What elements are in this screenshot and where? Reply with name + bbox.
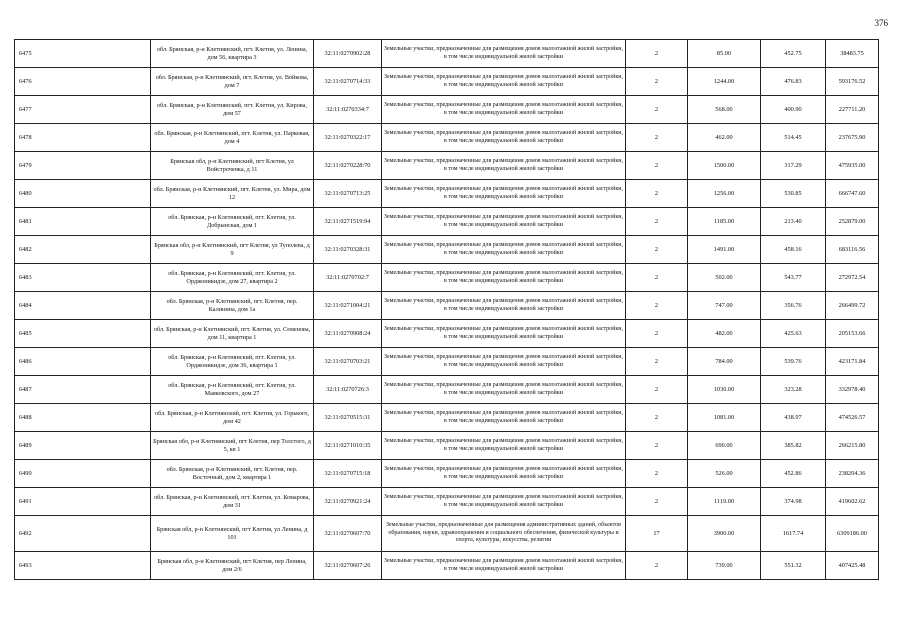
cadastral-number-cell: 32:11:0270715:18	[314, 460, 382, 488]
cadastral-number-cell: 32:11:0270908:24	[314, 320, 382, 348]
specific-value-cell: 458.16	[761, 236, 826, 264]
address-cell: обл. Брянская, р-н Клетнянский, пгт. Клетня, ул. Парковая, дом 4	[151, 124, 314, 152]
row-number-cell: 6482	[15, 236, 151, 264]
specific-value-cell: 543.77	[761, 264, 826, 292]
row-number-cell: 6486	[15, 348, 151, 376]
specific-value-cell: 438.97	[761, 404, 826, 432]
table-row	[15, 404, 879, 432]
area-cell: 1119.00	[688, 488, 761, 516]
cadastral-value-cell: 475935.00	[826, 152, 879, 180]
area-cell: 85.00	[688, 40, 761, 68]
area-cell: 502.00	[688, 264, 761, 292]
row-number-cell: 6477	[15, 96, 151, 124]
table-row	[15, 208, 879, 236]
address-cell: обл. Брянская, р-н Клетнянский, пгт. Клетня, ул. Кирова, дом 57	[151, 96, 314, 124]
land-use-purpose-cell: Земельные участки, предназначенные для размещения домов малоэтажной жилой застройки, в том числе индивидуальной жилой застройки	[382, 124, 626, 152]
land-use-purpose-cell: Земельные участки, предназначенные для размещения домов малоэтажной жилой застройки, в том числе индивидуальной жилой застройки	[382, 180, 626, 208]
table-row	[15, 552, 879, 580]
specific-value-cell: 374.98	[761, 488, 826, 516]
table-row	[15, 152, 879, 180]
use-group-cell: 2	[626, 292, 688, 320]
land-use-purpose-cell: Земельные участки, предназначенные для размещения домов малоэтажной жилой застройки, в том числе индивидуальной жилой застройки	[382, 264, 626, 292]
specific-value-cell: 385.82	[761, 432, 826, 460]
row-number-cell: 6489	[15, 432, 151, 460]
row-number-cell: 6479	[15, 152, 151, 180]
area-cell: 568.00	[688, 96, 761, 124]
table-row	[15, 348, 879, 376]
area-cell: 784.00	[688, 348, 761, 376]
row-number-cell: 6475	[15, 40, 151, 68]
address-cell: обл. Брянская, р-н Клетнянский, пгт. Клетня, ул. Комарова, дом 31	[151, 488, 314, 516]
address-cell: обл. Брянская, р-н Клетнянский, пгт. Клетня, пер. Восточный, дом 2, квартира 1	[151, 460, 314, 488]
land-use-purpose-cell: Земельные участки, предназначенные для размещения домов малоэтажной жилой застройки, в том числе индивидуальной жилой застройки	[382, 552, 626, 580]
specific-value-cell: 452.75	[761, 40, 826, 68]
cadastral-value-cell: 266215.80	[826, 432, 879, 460]
cadastral-number-cell: 32:11:0270607:26	[314, 552, 382, 580]
area-cell: 1500.00	[688, 152, 761, 180]
row-number-cell: 6491	[15, 488, 151, 516]
use-group-cell: 2	[626, 180, 688, 208]
use-group-cell: 2	[626, 552, 688, 580]
address-cell: Брянская обл, р-н Клетнянский, пгт Клетня, ул Туполева, д 9	[151, 236, 314, 264]
area-cell: 482.00	[688, 320, 761, 348]
specific-value-cell: 551.32	[761, 552, 826, 580]
area-cell: 1185.00	[688, 208, 761, 236]
land-use-purpose-cell: Земельные участки, предназначенные для размещения домов малоэтажной жилой застройки, в том числе индивидуальной жилой застройки	[382, 460, 626, 488]
table-row	[15, 320, 879, 348]
land-use-purpose-cell: Земельные участки, предназначенные для размещения домов малоэтажной жилой застройки, в том числе индивидуальной жилой застройки	[382, 96, 626, 124]
specific-value-cell: 514.45	[761, 124, 826, 152]
cadastral-number-cell: 32:11:0270702:7	[314, 264, 382, 292]
cadastral-number-cell: 32:11:0270713:25	[314, 180, 382, 208]
cadastral-number-cell: 32:11:0271010:35	[314, 432, 382, 460]
use-group-cell: 2	[626, 376, 688, 404]
cadastral-value-cell: 6309186.00	[826, 516, 879, 552]
table-row	[15, 68, 879, 96]
cadastral-value-cell: 272972.54	[826, 264, 879, 292]
use-group-cell: 2	[626, 348, 688, 376]
cadastral-value-cell: 205153.66	[826, 320, 879, 348]
row-number-cell: 6493	[15, 552, 151, 580]
cadastral-value-cell: 474526.57	[826, 404, 879, 432]
cadastral-number-cell: 32:11:0270921:24	[314, 488, 382, 516]
specific-value-cell: 323.28	[761, 376, 826, 404]
cadastral-number-cell: 32:11:0270714:33	[314, 68, 382, 96]
row-number-cell: 6484	[15, 292, 151, 320]
cadastral-value-cell: 266499.72	[826, 292, 879, 320]
table-row	[15, 516, 879, 552]
land-use-purpose-cell: Земельные участки, предназначенные для размещения домов малоэтажной жилой застройки, в том числе индивидуальной жилой застройки	[382, 152, 626, 180]
area-cell: 739.00	[688, 552, 761, 580]
specific-value-cell: 452.86	[761, 460, 826, 488]
cadastral-number-cell: 32:11:0271519:94	[314, 208, 382, 236]
specific-value-cell: 400.90	[761, 96, 826, 124]
cadastral-value-cell: 593176.52	[826, 68, 879, 96]
use-group-cell: 2	[626, 208, 688, 236]
address-cell: обл. Брянская, р-н Клетнянский, пгт. Клетня, ул. Маяковского, дом 27	[151, 376, 314, 404]
cadastral-number-cell: 32:11:0270328:31	[314, 236, 382, 264]
land-use-purpose-cell: Земельные участки, предназначенные для размещения домов малоэтажной жилой застройки, в том числе индивидуальной жилой застройки	[382, 292, 626, 320]
use-group-cell: 17	[626, 516, 688, 552]
address-cell: обл. Брянская, р-н Клетнянский, пгт. Клетня, ул. Мира, дом 12	[151, 180, 314, 208]
table-row	[15, 460, 879, 488]
use-group-cell: 2	[626, 488, 688, 516]
land-use-purpose-cell: Земельные участки, предназначенные для размещения домов малоэтажной жилой застройки, в том числе индивидуальной жилой застройки	[382, 40, 626, 68]
area-cell: 462.00	[688, 124, 761, 152]
cadastral-value-cell: 423171.84	[826, 348, 879, 376]
address-cell: Брянская обл, р-н Клетнянский, пгт Клетня, ул Войстроченка, д 11	[151, 152, 314, 180]
area-cell: 1244.00	[688, 68, 761, 96]
use-group-cell: 2	[626, 96, 688, 124]
cadastral-number-cell: 32:11:0270322:17	[314, 124, 382, 152]
cadastral-value-cell: 419602.62	[826, 488, 879, 516]
area-cell: 3900.00	[688, 516, 761, 552]
cadastral-value-cell: 332978.40	[826, 376, 879, 404]
cadastral-value-cell: 38483.75	[826, 40, 879, 68]
cadastral-number-cell: 32:11:0270703:21	[314, 348, 382, 376]
specific-value-cell: 476.83	[761, 68, 826, 96]
address-cell: Брянская обл, р-н Клетнянский, пгт Клетня, ул Ленина, д 101	[151, 516, 314, 552]
address-cell: обл. Брянская, р-н Клетнянский, пгт. Клетня, ул. Горького, дом 42	[151, 404, 314, 432]
row-number-cell: 6480	[15, 180, 151, 208]
cadastral-number-cell: 32:11:0270902:28	[314, 40, 382, 68]
cadastral-value-cell: 237675.90	[826, 124, 879, 152]
use-group-cell: 2	[626, 320, 688, 348]
cadastral-number-cell: 32:11:0270726:3	[314, 376, 382, 404]
area-cell: 526.00	[688, 460, 761, 488]
row-number-cell: 6485	[15, 320, 151, 348]
cadastral-number-cell: 32:11:0270515:31	[314, 404, 382, 432]
specific-value-cell: 356.76	[761, 292, 826, 320]
land-use-purpose-cell: Земельные участки, предназначенные для размещения домов малоэтажной жилой застройки, в том числе индивидуальной жилой застройки	[382, 432, 626, 460]
use-group-cell: 2	[626, 68, 688, 96]
table-row	[15, 180, 879, 208]
land-use-purpose-cell: Земельные участки, предназначенные для размещения домов малоэтажной жилой застройки, в том числе индивидуальной жилой застройки	[382, 376, 626, 404]
area-cell: 1491.00	[688, 236, 761, 264]
cadastral-value-cell: 666747.60	[826, 180, 879, 208]
row-number-cell: 6481	[15, 208, 151, 236]
address-cell: обл. Брянская, р-н Клетнянский, пгт. Клетня, ул. Добрынская, дом 1	[151, 208, 314, 236]
land-use-purpose-cell: Земельные участки, предназначенные для размещения домов малоэтажной жилой застройки, в том числе индивидуальной жилой застройки	[382, 348, 626, 376]
area-cell: 1081.00	[688, 404, 761, 432]
specific-value-cell: 539.76	[761, 348, 826, 376]
table-row	[15, 488, 879, 516]
row-number-cell: 6492	[15, 516, 151, 552]
table-row	[15, 264, 879, 292]
area-cell: 747.00	[688, 292, 761, 320]
row-number-cell: 6488	[15, 404, 151, 432]
cadastral-value-table	[14, 39, 879, 580]
cadastral-value-cell: 227711.20	[826, 96, 879, 124]
row-number-cell: 6490	[15, 460, 151, 488]
use-group-cell: 2	[626, 264, 688, 292]
cadastral-number-cell: 32:11:0271004:21	[314, 292, 382, 320]
table-row	[15, 376, 879, 404]
table-row	[15, 40, 879, 68]
address-cell: обл. Брянская, р-н Клетнянский, пгт. Клетня, ул. Орджоникидзе, дом 36, квартира 1	[151, 348, 314, 376]
row-number-cell: 6487	[15, 376, 151, 404]
use-group-cell: 2	[626, 236, 688, 264]
land-use-purpose-cell: Земельные участки, предназначенные для размещения домов малоэтажной жилой застройки, в том числе индивидуальной жилой застройки	[382, 208, 626, 236]
cadastral-value-cell: 407425.48	[826, 552, 879, 580]
cadastral-number-cell: 32:11:0270607:70	[314, 516, 382, 552]
specific-value-cell: 213.40	[761, 208, 826, 236]
area-cell: 1256.00	[688, 180, 761, 208]
use-group-cell: 2	[626, 460, 688, 488]
land-use-purpose-cell: Земельные участки, предназначенные для размещения домов малоэтажной жилой застройки, в том числе индивидуальной жилой застройки	[382, 404, 626, 432]
area-cell: 1030.00	[688, 376, 761, 404]
address-cell: обл. Брянская, р-н Клетнянский, пгт. Клетня, ул. Орджоникидзе, дом 27, квартира 2	[151, 264, 314, 292]
address-cell: обл. Брянская, р-н Клетнянский, пгт. Клетня, ул. Ленина, дом 56, квартира 3	[151, 40, 314, 68]
use-group-cell: 2	[626, 124, 688, 152]
table-row	[15, 96, 879, 124]
land-use-purpose-cell: Земельные участки, предназначенные для размещения домов малоэтажной жилой застройки, в том числе индивидуальной жилой застройки	[382, 320, 626, 348]
table-row	[15, 432, 879, 460]
specific-value-cell: 425.63	[761, 320, 826, 348]
land-use-purpose-cell: Земельные участки, предназначенные для размещения домов малоэтажной жилой застройки, в том числе индивидуальной жилой застройки	[382, 488, 626, 516]
address-cell: Брянская обл, р-н Клетнянский, пгт Клетня, пер Толстого, д 5, кв 1	[151, 432, 314, 460]
specific-value-cell: 530.85	[761, 180, 826, 208]
specific-value-cell: 317.29	[761, 152, 826, 180]
row-number-cell: 6478	[15, 124, 151, 152]
land-use-purpose-cell: Земельные участки, предназначенные для размещения домов малоэтажной жилой застройки, в том числе индивидуальной жилой застройки	[382, 236, 626, 264]
cadastral-number-cell: 32:11:0270334:7	[314, 96, 382, 124]
address-cell: обл. Брянская, р-н Клетнянский, пгт. Клетня, ул. Семенова, дом 11, квартира 1	[151, 320, 314, 348]
land-use-purpose-cell: Земельные участки, предназначенные для размещения административных зданий, объектов образования, науки, здравоохранения и социального обеспечения, физической культуры и спорта, культуры, искусства, религии	[382, 516, 626, 552]
table-row	[15, 236, 879, 264]
cadastral-value-cell: 683116.56	[826, 236, 879, 264]
row-number-cell: 6476	[15, 68, 151, 96]
specific-value-cell: 1617.74	[761, 516, 826, 552]
cadastral-value-cell: 238204.36	[826, 460, 879, 488]
table-body	[15, 40, 879, 580]
area-cell: 690.00	[688, 432, 761, 460]
table-row	[15, 124, 879, 152]
cadastral-number-cell: 32:11:0270228:70	[314, 152, 382, 180]
use-group-cell: 2	[626, 40, 688, 68]
cadastral-value-cell: 252879.00	[826, 208, 879, 236]
use-group-cell: 2	[626, 152, 688, 180]
address-cell: обл. Брянская, р-н Клетнянский, пгт. Клетня, пер. Калинина, дом 1а	[151, 292, 314, 320]
use-group-cell: 2	[626, 404, 688, 432]
row-number-cell: 6483	[15, 264, 151, 292]
use-group-cell: 2	[626, 432, 688, 460]
address-cell: обл. Брянская, р-н Клетнянский, пгт. Клетня, ул. Войкова, дом 7	[151, 68, 314, 96]
page-number: 376	[874, 18, 888, 28]
address-cell: Брянская обл, р-н Клетнянский, пгт Клетня, пер Ленина, дом 2/6	[151, 552, 314, 580]
land-use-purpose-cell: Земельные участки, предназначенные для размещения домов малоэтажной жилой застройки, в том числе индивидуальной жилой застройки	[382, 68, 626, 96]
table-row	[15, 292, 879, 320]
